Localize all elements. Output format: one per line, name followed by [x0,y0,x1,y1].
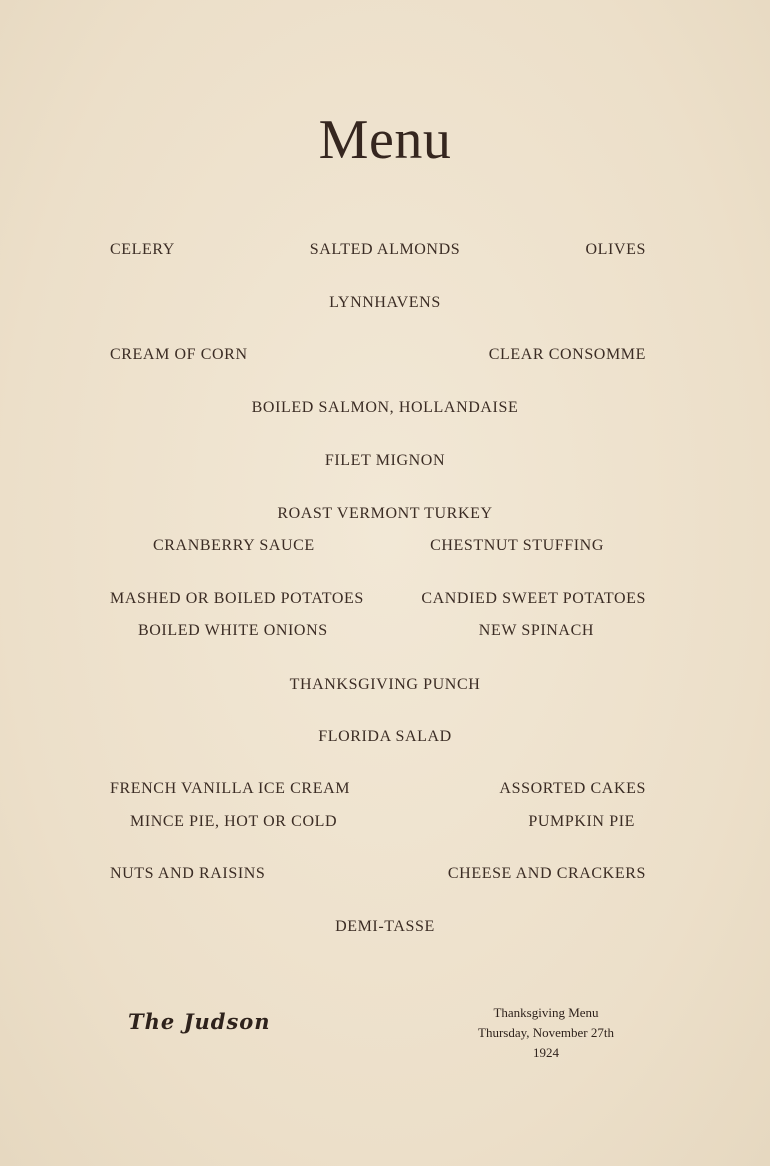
menu-item-candied-sweet-potatoes: CANDIED SWEET POTATOES [421,590,646,607]
menu-item-assorted-cakes: ASSORTED CAKES [499,780,646,797]
menu-item-cheese-and-crackers: CHEESE AND CRACKERS [447,865,646,882]
menu-item-thanksgiving-punch: THANKSGIVING PUNCH [289,676,481,693]
footer-line-year: 1924 [533,1045,559,1060]
menu-item-new-spinach: NEW SPINACH [478,622,594,639]
menu-footer [446,1003,646,1063]
menu-item-celery: CELERY [110,241,175,258]
menu-item-boiled-salmon: BOILED SALMON, HOLLANDAISE [251,399,519,416]
menu-item-olives: OLIVES [585,241,646,258]
footer-line-date: Thursday, November 27th [478,1025,614,1040]
menu-item-boiled-white-onions: BOILED WHITE ONIONS [138,622,328,639]
menu-item-vanilla-ice-cream: FRENCH VANILLA ICE CREAM [110,780,351,797]
menu-item-salted-almonds: SALTED ALMONDS [309,241,461,258]
menu-item-nuts-and-raisins: NUTS AND RAISINS [110,865,266,882]
menu-item-chestnut-stuffing: CHESTNUT STUFFING [430,537,604,554]
hotel-signature: The Judson [128,1009,271,1034]
footer-line-title: Thanksgiving Menu [493,1005,599,1020]
menu-item-mashed-potatoes: MASHED OR BOILED POTATOES [110,590,364,607]
menu-item-lynnhavens: LYNNHAVENS [329,294,441,311]
menu-item-pumpkin-pie: PUMPKIN PIE [528,813,635,830]
menu-item-mince-pie: MINCE PIE, HOT OR COLD [130,813,338,830]
menu-item-clear-consomme: CLEAR CONSOMME [488,346,646,363]
menu-item-roast-turkey: ROAST VERMONT TURKEY [277,505,493,522]
menu-item-florida-salad: FLORIDA SALAD [318,728,452,745]
menu-item-cream-of-corn: CREAM OF CORN [110,346,248,363]
menu-item-cranberry-sauce: CRANBERRY SAUCE [153,537,315,554]
menu-item-demi-tasse: DEMI-TASSE [335,918,435,935]
page-title: Menu [318,109,452,171]
menu-item-filet-mignon: FILET MIGNON [324,452,446,469]
